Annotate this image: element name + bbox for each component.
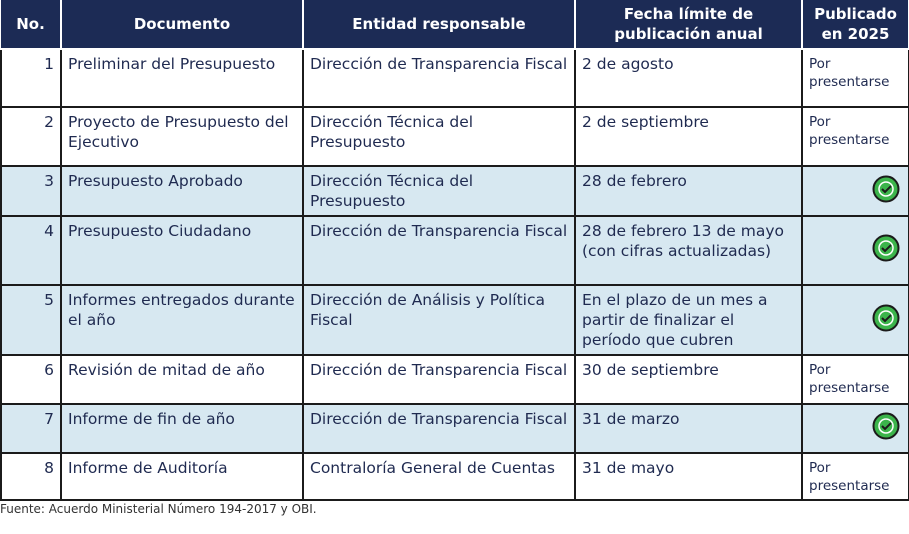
responsible-entity: Dirección de Transparencia Fiscal [303,216,575,285]
published-status [802,216,909,285]
column-header: Documento [61,0,303,49]
document-name: Revisión de mitad de año [61,355,303,404]
responsible-entity: Dirección Técnica del Presupuesto [303,107,575,166]
row-number: 6 [1,355,61,404]
published-status [802,166,909,216]
table-row [1,216,909,285]
responsible-entity: Dirección de Transparencia Fiscal [303,49,575,107]
table-row [1,404,909,453]
check-icon [872,304,900,332]
column-header: Publicado en 2025 [802,0,909,49]
responsible-entity: Contraloría General de Cuentas [303,453,575,500]
column-header: No. [1,0,61,49]
document-name: Informe de fin de año [61,404,303,453]
row-number: 1 [1,49,61,107]
table-row [1,166,909,216]
document-name: Informe de Auditoría [61,453,303,500]
row-number: 2 [1,107,61,166]
published-status: Por presentarse [802,49,909,107]
deadline: 31 de marzo [575,404,802,453]
check-icon [872,412,900,440]
table-row [1,285,909,355]
row-number: 5 [1,285,61,355]
table-row [1,355,909,404]
table-row [1,107,909,166]
deadline: 2 de agosto [575,49,802,107]
check-icon [872,234,900,262]
published-status [802,285,909,355]
published-status: Por presentarse [802,355,909,404]
responsible-entity: Dirección de Transparencia Fiscal [303,355,575,404]
row-number: 4 [1,216,61,285]
deadline: 31 de mayo [575,453,802,500]
deadline: En el plazo de un mes a partir de finalizar el período que cubren [575,285,802,355]
document-name: Proyecto de Presupuesto del Ejecutivo [61,107,303,166]
deadline: 28 de febrero [575,166,802,216]
check-icon [872,175,900,203]
header-row [1,0,909,49]
document-name: Presupuesto Ciudadano [61,216,303,285]
row-number: 8 [1,453,61,500]
published-status: Por presentarse [802,107,909,166]
published-status: Por presentarse [802,453,909,500]
row-number: 3 [1,166,61,216]
deadline: 2 de septiembre [575,107,802,166]
column-header: Entidad responsable [303,0,575,49]
deadline: 30 de septiembre [575,355,802,404]
source-note: Fuente: Acuerdo Ministerial Número 194-2017 y OBI. [0,502,317,516]
published-status [802,404,909,453]
document-name: Informes entregados durante el año [61,285,303,355]
row-number: 7 [1,404,61,453]
deadline: 28 de febrero 13 de mayo (con cifras actualizadas) [575,216,802,285]
responsible-entity: Dirección de Transparencia Fiscal [303,404,575,453]
responsible-entity: Dirección Técnica del Presupuesto [303,166,575,216]
document-name: Preliminar del Presupuesto [61,49,303,107]
responsible-entity: Dirección de Análisis y Política Fiscal [303,285,575,355]
table-row [1,453,909,500]
table-row [1,49,909,107]
document-name: Presupuesto Aprobado [61,166,303,216]
column-header: Fecha límite de publicación anual [575,0,802,49]
